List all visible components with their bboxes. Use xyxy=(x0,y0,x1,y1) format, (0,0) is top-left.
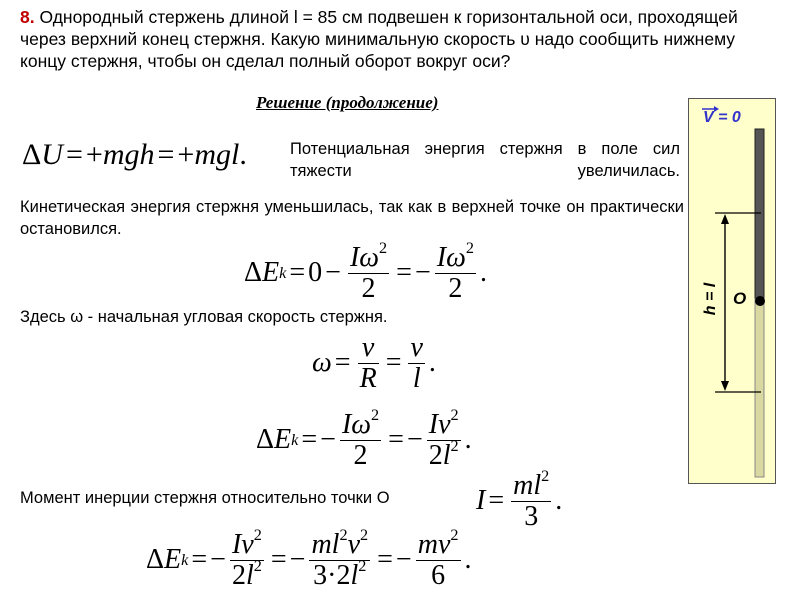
velocity-label: V = 0 xyxy=(703,109,741,126)
kinetic-energy-text: Кинетическая энергия стержня уменьшилась, так как в верхней точке он практически остановился. xyxy=(20,198,684,238)
omega-definition-text: Здесь ω - начальная угловая скорость стержня. xyxy=(20,308,388,326)
formula-kinetic-change: Δ E k = 0 − $\frac{I\omega^2}{2}$ = − $\frac{I\omega^2}{2}$ . xyxy=(244,239,487,304)
problem-text: Однородный стержень длиной l = 85 см подвешен к горизонтальной оси, проходящей через верхний конец стержня. Какую минимальную скорость υ надо сообщить нижнему концу стержня, чтобы он сделал полный оборот вокруг оси? xyxy=(20,7,738,71)
arrowhead-up-icon xyxy=(721,214,729,224)
height-label: h = l xyxy=(702,282,719,316)
formula-potential-energy: Δ U = + mgh = + mgl . xyxy=(22,138,247,171)
rod-diagram xyxy=(688,98,776,484)
inertia-text: Момент инерции стержня относительно точки О xyxy=(20,489,390,507)
formula-moment-of-inertia: I = $\frac{ml^2}{3}$ . xyxy=(476,467,563,532)
solution-heading: Решение (продолжение) xyxy=(256,93,439,112)
problem-number: 8. xyxy=(20,7,35,27)
rod-upper xyxy=(755,129,764,299)
formula-angular-velocity: ω = $\frac{v}{R}$ = $\frac{v}{l}$ . xyxy=(312,332,436,394)
potential-energy-text: Потенциальная энергия стержня в поле сил тяжести увеличилась. xyxy=(290,140,680,180)
pivot-label: O xyxy=(733,289,747,308)
formula-kinetic-linear: Δ E k = − $\frac{I\omega^2}{2}$ = − $\frac{Iv^2}{2l^2}$ . xyxy=(256,406,472,471)
rod-lower xyxy=(755,299,764,477)
problem-statement xyxy=(20,6,780,72)
formula-kinetic-final: Δ E k = − $\frac{Iv^2}{2l^2}$ = − $\frac{ml^2v^2}{3\cdot 2l^2}$ = − $\frac{mv^2}{6}$ . xyxy=(146,526,472,591)
arrowhead-down-icon xyxy=(721,381,729,391)
pivot-point xyxy=(755,296,765,306)
